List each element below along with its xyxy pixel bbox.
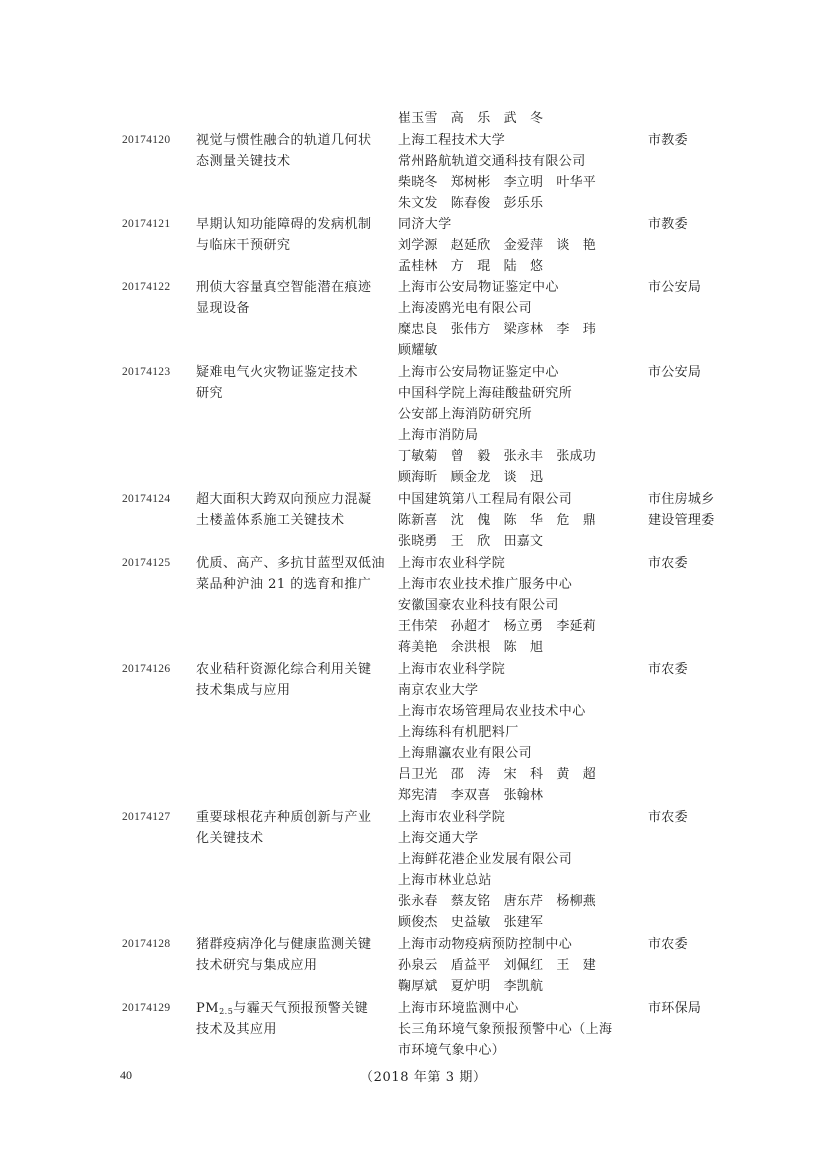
entry-people: 张晓勇 王 欣 田嘉文 [398,534,544,549]
entry-title-line: 重要球根花卉种质创新与产业 [196,810,372,825]
entry-title-line: 显现设备 [196,301,251,316]
entry-title-line: 技术及其应用 [196,1022,278,1037]
entry-number: 20174122 [122,281,171,293]
entry-title-text: 与霾天气预报预警关键 [233,1001,369,1016]
entry-dept: 市公安局 [648,280,702,295]
entry-title-line: 视觉与惯性融合的轨道几何状 [196,133,372,148]
entry-title-line: 与临床干预研究 [196,238,291,253]
entry-number: 20174121 [122,218,171,230]
entry-title-line: 优质、高产、多抗甘蓝型双低油 [196,556,386,571]
entry-number: 20174123 [122,366,171,378]
entry-people: 陈新喜 沈 傀 陈 华 危 鼎 [398,513,597,528]
entry-people: 朱文发 陈春俊 彭乐乐 [398,196,544,211]
page-number: 40 [120,1068,132,1082]
entry-people: 孟桂林 方 琨 陆 悠 [398,259,544,274]
entry-org: 上海市林业总站 [398,873,492,888]
entry-org: 市环境气象中心） [398,1043,506,1058]
entry-org: 公安部上海消防研究所 [398,407,533,422]
entry-org: 上海市农业技术推广服务中心 [398,577,573,592]
entry-org: 南京农业大学 [398,683,479,698]
entry-number: 20174129 [122,1002,171,1014]
entry-title-line [196,998,391,1019]
entry-dept: 市农委 [648,810,688,825]
entry-dept: 市农委 [648,662,688,677]
entry-people: 吕卫光 邵 涛 宋 科 黄 超 [398,767,597,782]
entry-number: 20174127 [122,811,171,823]
entry-title-line: 化关键技术 [196,831,264,846]
entry-dept: 市教委 [648,133,688,148]
entry-people: 王伟荣 孙超才 杨立勇 李延莉 [398,619,597,634]
entry-org: 上海市环境监测中心 [398,1001,519,1016]
entry-org: 上海市农场管理局农业技术中心 [398,704,586,719]
entry-org: 中国建筑第八工程局有限公司 [398,492,573,507]
entry-org: 上海市公安局物证鉴定中心 [398,280,559,295]
entry-number: 20174124 [122,493,171,505]
top-people: 崔玉雪 高 乐 武 冬 [398,111,544,126]
entry-dept: 建设管理委 [648,513,715,528]
entry-people: 张永春 蔡友铭 唐东芹 杨柳燕 [398,894,597,909]
entry-people: 糜忠良 张伟方 梁彦林 李 玮 [398,322,597,337]
entry-org: 上海市农业科学院 [398,662,506,677]
entry-org: 上海练科有机肥料厂 [398,725,519,740]
entry-people: 顾耀敏 [398,343,438,358]
entry-people: 郑宪清 李双喜 张翰林 [398,788,544,803]
entry-org: 上海市农业科学院 [398,810,506,825]
entry-org: 上海市公安局物证鉴定中心 [398,365,559,380]
entry-dept: 市公安局 [648,365,702,380]
entry-people: 顾俊杰 史益敏 张建军 [398,915,544,930]
pm-subscript: 2.5 [219,1007,234,1016]
entry-dept: 市环保局 [648,1001,702,1016]
entry-org: 长三角环境气象预报预警中心（上海 [398,1022,613,1037]
entry-title-line: 技术研究与集成应用 [196,958,318,973]
entry-title-line: 农业秸秆资源化综合利用关键 [196,662,372,677]
pm-label: PM [196,1001,220,1016]
entry-dept: 市住房城乡 [648,492,715,507]
entry-org: 上海交通大学 [398,831,479,846]
entry-title-line: 菜品种沪油 21 的选育和推广 [196,577,372,592]
entry-org: 上海鲜花港企业发展有限公司 [398,852,573,867]
entry-people: 孙泉云 盾益平 刘佩红 王 建 [398,958,597,973]
entry-dept: 市农委 [648,556,688,571]
entry-org: 上海市消防局 [398,428,479,443]
entry-number: 20174128 [122,938,171,950]
entry-org: 常州路航轨道交通科技有限公司 [398,154,586,169]
entry-people: 柴晓冬 郑树彬 李立明 叶华平 [398,175,597,190]
entry-dept: 市农委 [648,937,688,952]
entry-people: 顾海昕 顾金龙 谈 迅 [398,470,544,485]
entry-title-line: 疑难电气火灾物证鉴定技术 [196,365,359,380]
entry-org: 上海市农业科学院 [398,556,506,571]
entry-number: 20174120 [122,134,171,146]
entry-org: 上海市动物疫病预防控制中心 [398,937,573,952]
entry-org: 上海鼎瀛农业有限公司 [398,746,533,761]
entry-title-line: 土楼盖体系施工关键技术 [196,513,345,528]
entry-number: 20174126 [122,663,171,675]
entry-dept: 市教委 [648,217,688,232]
entry-title-line: 超大面积大跨双向预应力混凝 [196,492,372,507]
entry-title-line: 研究 [196,386,224,401]
entry-org: 安徽国豪农业科技有限公司 [398,598,559,613]
entry-title-line: 态测量关键技术 [196,154,291,169]
entry-title-line: 早期认知功能障碍的发病机制 [196,217,372,232]
entry-people: 刘学源 赵延欣 金爱萍 谈 艳 [398,238,597,253]
entry-number: 20174125 [122,557,171,569]
entry-people: 蒋美艳 余洪根 陈 旭 [398,640,544,655]
issue-label: （2018 年第 3 期） [360,1070,487,1085]
entry-people: 鞠厚斌 夏炉明 李凯航 [398,979,544,994]
entry-title-line: 技术集成与应用 [196,683,291,698]
entry-org: 中国科学院上海硅酸盐研究所 [398,386,573,401]
entry-org: 同济大学 [398,217,452,232]
entry-org: 上海凌鸥光电有限公司 [398,301,533,316]
entry-title-line: 刑侦大容量真空智能潜在痕迹 [196,280,372,295]
entry-people: 丁敏菊 曾 毅 张永丰 张成功 [398,449,597,464]
entry-org: 上海工程技术大学 [398,133,506,148]
entry-title-line: 猪群疫病净化与健康监测关键 [196,937,372,952]
